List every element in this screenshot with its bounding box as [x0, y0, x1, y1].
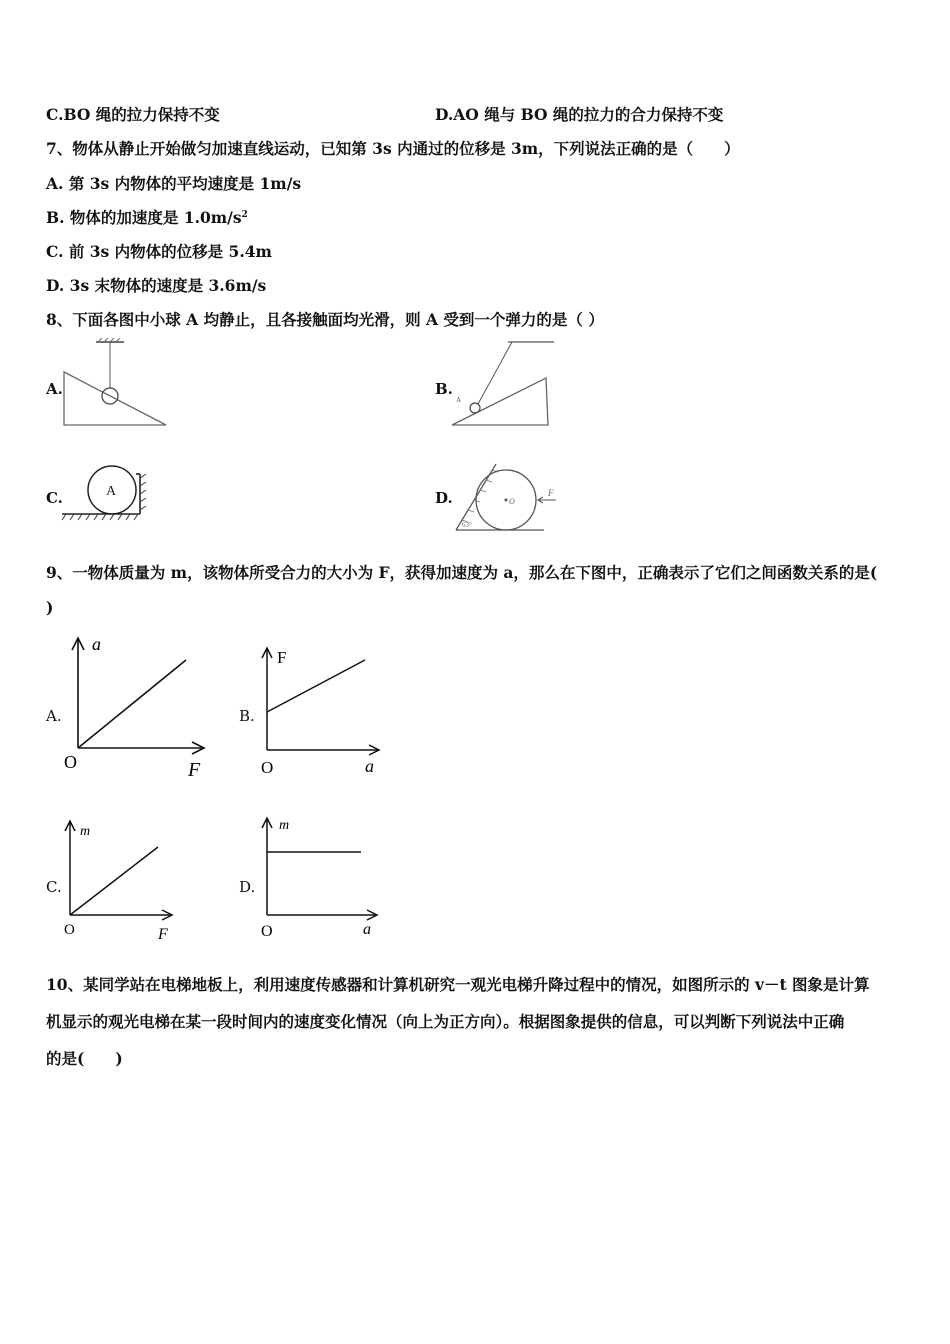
q9-graph-a: [60, 630, 220, 780]
q9-graph-b-origin: O: [261, 758, 274, 777]
q9-graph-a-xlabel: F: [188, 759, 201, 780]
q9-graph-d-xlabel: a: [363, 921, 371, 938]
q7-option-b-sup: 2: [241, 209, 248, 220]
q8-stem: 8、下面各图中小球 A 均静止，且各接触面均光滑，则 A 受到一个弹力的是（ ）: [46, 310, 604, 329]
q8-figure-b: [450, 338, 560, 428]
q8-figure-d: [452, 458, 562, 538]
q7-option-d: D. 3s 末物体的速度是 3.6m/s: [46, 276, 267, 295]
q9-label-d: D.: [239, 878, 256, 896]
q9-graph-a-origin: O: [64, 752, 77, 772]
q8-figure-c: [60, 464, 160, 524]
q9-graph-b: [255, 640, 395, 780]
q6-option-d: D.AO 绳与 BO 绳的拉力的合力保持不变: [435, 105, 724, 124]
q10-line-3: 的是( ): [46, 1049, 123, 1068]
q9-graph-d: [255, 810, 395, 945]
q9-graph-c-ylabel: m: [80, 824, 91, 839]
q9-graph-d-origin: O: [261, 923, 273, 940]
q8-figure-d-angle-label: 63°: [462, 521, 472, 529]
q7-option-c: C. 前 3s 内物体的位移是 5.4m: [46, 242, 272, 261]
q9-graph-c-origin: O: [64, 922, 75, 938]
q8-label-d: D.: [435, 489, 453, 507]
q9-graph-c: [60, 815, 190, 945]
q8-label-a: A.: [46, 380, 63, 398]
q7-stem: 7、物体从静止开始做匀加速直线运动，已知第 3s 内通过的位移是 3m，下列说法正确的是（ ）: [46, 139, 740, 158]
q10-line-1: 10、某同学站在电梯地板上，利用速度传感器和计算机研究一观光电梯升降过程中的情况，如图所示的 v－t 图象是计算: [46, 975, 870, 994]
q8-figure-b-ball-label: A: [456, 396, 462, 404]
q9-graph-d-ylabel: m: [279, 818, 290, 833]
q8-figure-d-center-label: O: [509, 497, 515, 506]
q7-option-b-text: B. 物体的加速度是 1.0m/s: [46, 208, 242, 227]
q9-graph-b-ylabel: F: [277, 648, 287, 667]
q8-figure-c-ball-label: A: [106, 484, 117, 499]
q8-figure-a: [62, 338, 172, 428]
q9-graph-b-xlabel: a: [365, 756, 374, 776]
q8-label-b: B.: [435, 380, 453, 398]
q9-label-b: B.: [239, 707, 255, 725]
q10-line-2: 机显示的观光电梯在某一段时间内的速度变化情况（向上为正方向）。根据图象提供的信息，可以判断下列说法中正确: [46, 1012, 845, 1031]
q6-option-c: C.BO 绳的拉力保持不变: [46, 105, 220, 124]
q8-figure-d-force-label: F: [548, 488, 554, 498]
q9-label-c: C.: [46, 878, 62, 896]
q7-option-b: [46, 206, 248, 228]
q8-label-c: C.: [46, 489, 63, 507]
q9-graph-c-xlabel: F: [158, 926, 168, 943]
q9-graph-a-ylabel: a: [92, 634, 101, 654]
q9-stem: 9、一物体质量为 m，该物体所受合力的大小为 F，获得加速度为 a，那么在下图中，正确表示了它们之间函数关系的是(: [46, 563, 878, 582]
q9-label-a: A.: [46, 707, 62, 725]
q9-stem-end: ): [46, 598, 54, 617]
q7-option-a: A. 第 3s 内物体的平均速度是 1m/s: [46, 174, 302, 193]
